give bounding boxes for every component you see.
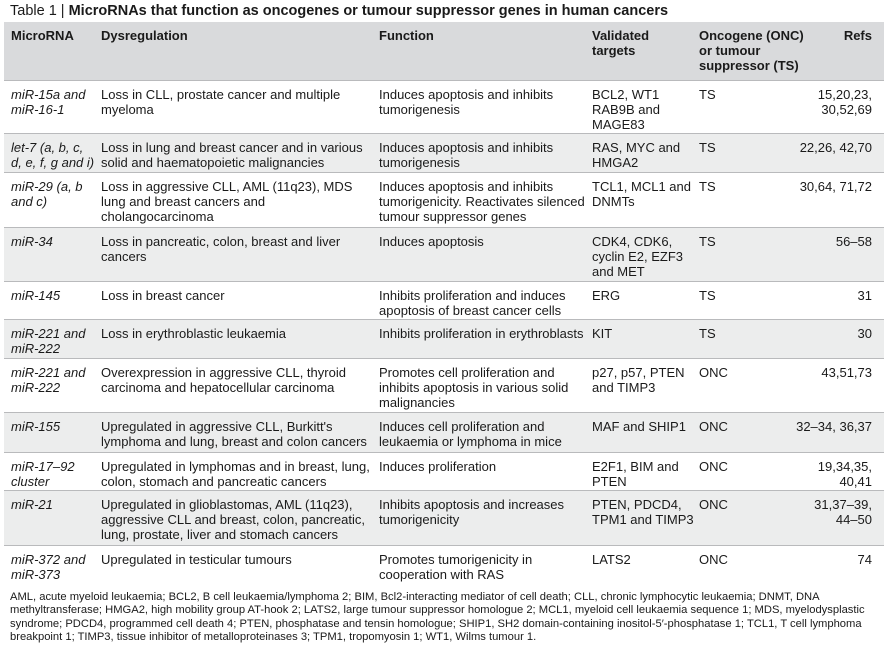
header-refs: Refs — [843, 28, 872, 43]
cell-role: ONC — [699, 497, 728, 512]
cell-function: Induces apoptosis and inhibits tumorigenicity. Reactivates silenced tumour suppressor genes — [379, 179, 585, 224]
cell-refs: 32–34, 36,37 — [796, 419, 872, 434]
table-row — [4, 281, 884, 319]
cell-role: TS — [699, 326, 716, 341]
cell-function: Induces proliferation — [379, 459, 497, 474]
cell-function: Induces cell proliferation and leukaemia or lymphoma in mice — [379, 419, 562, 449]
cell-refs: 22,26, 42,70 — [799, 140, 872, 155]
cell-role: ONC — [699, 459, 728, 474]
table-row — [4, 452, 884, 490]
cell-function: Induces apoptosis and inhibits tumorigenesis — [379, 87, 554, 117]
header-function: Function — [379, 28, 434, 43]
cell-dysregulation: Upregulated in lymphomas and in breast, lung, colon, stomach and pancreatic cancers — [101, 459, 370, 489]
cell-function: Inhibits proliferation in erythroblasts — [379, 326, 584, 341]
table-title — [10, 3, 668, 19]
table-label: Table 1 | — [10, 3, 69, 19]
table-row — [4, 358, 884, 412]
cell-dysregulation: Loss in lung and breast cancer and in various solid and haematopoietic malignancies — [101, 140, 363, 170]
cell-role: ONC — [699, 365, 728, 380]
table-row — [4, 490, 884, 545]
header-targets: Validated targets — [592, 28, 650, 58]
cell-microrna: miR-15a and miR-16-1 — [11, 87, 86, 117]
cell-refs: 43,51,73 — [821, 365, 872, 380]
cell-role: TS — [699, 288, 716, 303]
table-row — [4, 319, 884, 358]
cell-refs: 31 — [857, 288, 872, 303]
cell-targets: E2F1, BIM and PTEN — [592, 459, 679, 489]
cell-targets: KIT — [592, 326, 613, 341]
header-role: Oncogene (ONC) or tumour suppressor (TS) — [699, 28, 804, 73]
cell-dysregulation: Loss in CLL, prostate cancer and multiple myeloma — [101, 87, 341, 117]
cell-targets: p27, p57, PTEN and TIMP3 — [592, 365, 685, 395]
header-dysregulation: Dysregulation — [101, 28, 188, 43]
cell-dysregulation: Loss in pancreatic, colon, breast and liver cancers — [101, 234, 341, 264]
cell-function: Induces apoptosis — [379, 234, 484, 249]
cell-dysregulation: Overexpression in aggressive CLL, thyroid carcinoma and hepatocellular carcinoma — [101, 365, 346, 395]
cell-refs: 30 — [857, 326, 872, 341]
cell-dysregulation: Loss in breast cancer — [101, 288, 225, 303]
cell-targets: RAS, MYC and HMGA2 — [592, 140, 681, 170]
table-title-text: MicroRNAs that function as oncogenes or tumour suppressor genes in human cancers — [68, 3, 669, 19]
table-row — [4, 227, 884, 281]
microrna-table — [4, 22, 884, 584]
table-row — [4, 80, 884, 133]
cell-targets: BCL2, WT1 RAB9B and MAGE83 — [592, 87, 660, 132]
cell-microrna: miR-372 and miR-373 — [11, 552, 86, 582]
cell-targets: LATS2 — [592, 552, 631, 567]
cell-dysregulation: Upregulated in testicular tumours — [101, 552, 292, 567]
cell-microrna: miR-145 — [11, 288, 61, 303]
cell-role: ONC — [699, 552, 728, 567]
cell-dysregulation: Upregulated in aggressive CLL, Burkitt's lymphoma and lung, breast and colon cancers — [101, 419, 367, 449]
cell-function: Inhibits apoptosis and increases tumorigenicity — [379, 497, 565, 527]
cell-role: ONC — [699, 419, 728, 434]
table-header — [4, 22, 884, 80]
table-footnote: AML, acute myeloid leukaemia; BCL2, B cell leukaemia/lymphoma 2; BIM, Bcl2-interacting mediator of cell death; CLL, chronic lymphocytic leukaemia; DNMT, DNA methyltransferase; HMGA2, high mobility group AT-hook 2; LATS2, large tumour suppressor homologue 2; MCL1, myeloid cell leukaemia sequence 1; MDS, myelodysplastic syndrome; PDCD4, programmed cell death 4; PTEN, phosphatase and tensin homologue; SHIP1, SH2 domain-containing inositol-5′-phosphatase 1; TCL1, T cell lymphoma breakpoint 1; TIMP3, tissue inhibitor of metalloproteinases 3; TPM1, tropomyosin 1; WT1, Wilms tumour 1. — [10, 591, 865, 643]
cell-targets: CDK4, CDK6, cyclin E2, EZF3 and MET — [592, 234, 684, 279]
cell-targets: PTEN, PDCD4, TPM1 and TIMP3 — [592, 497, 694, 527]
cell-refs: 31,37–39, 44–50 — [814, 497, 872, 527]
cell-dysregulation: Loss in erythroblastic leukaemia — [101, 326, 286, 341]
cell-targets: MAF and SHIP1 — [592, 419, 686, 434]
cell-role: TS — [699, 234, 716, 249]
cell-microrna: miR-17–92 cluster — [11, 459, 75, 489]
cell-microrna: miR-29 (a, b and c) — [11, 179, 83, 209]
cell-function: Promotes cell proliferation and inhibits apoptosis in various solid malignancies — [379, 365, 569, 410]
cell-refs: 19,34,35, 40,41 — [817, 459, 872, 489]
cell-refs: 30,64, 71,72 — [799, 179, 872, 194]
cell-role: TS — [699, 140, 716, 155]
table-row — [4, 545, 884, 584]
cell-microrna: miR-155 — [11, 419, 61, 434]
cell-dysregulation: Loss in aggressive CLL, AML (11q23), MDS lung and breast cancers and cholangocarcinoma — [101, 179, 353, 224]
cell-refs: 56–58 — [835, 234, 872, 249]
table-row — [4, 133, 884, 172]
cell-microrna: miR-221 and miR-222 — [11, 326, 86, 356]
cell-microrna: miR-221 and miR-222 — [11, 365, 86, 395]
cell-microrna: let-7 (a, b, c, d, e, f, g and i) — [11, 140, 95, 170]
cell-targets: ERG — [592, 288, 621, 303]
cell-role: TS — [699, 87, 716, 102]
cell-refs: 74 — [857, 552, 872, 567]
cell-microrna: miR-34 — [11, 234, 53, 249]
cell-function: Promotes tumorigenicity in cooperation with RAS — [379, 552, 533, 582]
table-row — [4, 172, 884, 227]
header-microrna: MicroRNA — [11, 28, 74, 43]
cell-dysregulation: Upregulated in glioblastomas, AML (11q23), aggressive CLL and breast, colon, pancreatic, lung, prostate, liver and stomach cancers — [101, 497, 366, 542]
table-row — [4, 412, 884, 452]
cell-refs: 15,20,23, 30,52,69 — [817, 87, 872, 117]
cell-role: TS — [699, 179, 716, 194]
cell-microrna: miR-21 — [11, 497, 53, 512]
cell-function: Inhibits proliferation and induces apoptosis of breast cancer cells — [379, 288, 566, 318]
cell-function: Induces apoptosis and inhibits tumorigenesis — [379, 140, 554, 170]
cell-targets: TCL1, MCL1 and DNMTs — [592, 179, 691, 209]
